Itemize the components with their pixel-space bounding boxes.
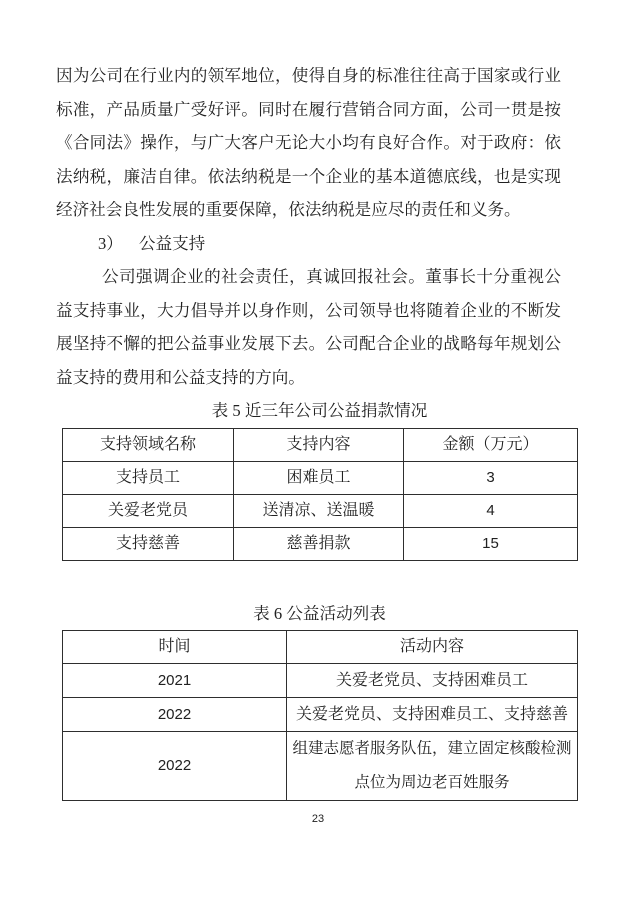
table-row xyxy=(63,732,578,801)
header-cell-activity: 活动内容 xyxy=(287,631,578,664)
activity-table-title: 表 6 公益活动列表 xyxy=(253,603,386,623)
cell-activity: 关爱老党员、支持困难员工 xyxy=(287,664,578,698)
cell-field: 关爱老党员 xyxy=(63,494,234,527)
table-row xyxy=(63,664,578,698)
cell-content: 送清凉、送温暖 xyxy=(234,494,404,527)
table-row xyxy=(63,698,578,732)
cell-year: 2021 xyxy=(63,664,287,698)
page-number: 23 xyxy=(311,813,325,825)
header-cell-time: 时间 xyxy=(63,631,287,664)
table-row xyxy=(63,527,578,560)
cell-field: 支持员工 xyxy=(63,461,234,494)
donation-table xyxy=(62,428,578,561)
cell-activity: 关爱老党员、支持困难员工、支持慈善 xyxy=(287,698,578,732)
paragraph-lead: 因为公司在行业内的领军地位，使得自身的标准往往高于国家或行业标准，产品质量广受好评。同时在履行营销合同方面，公司一贯是按《合同法》操作，与广大客户无论大小均有良好合作。对于政府：依法纳税，廉洁自律。依法纳税是一个企业的基本道德底线，也是实现经济社会良性发展的重要保障，依法纳税是应尽的责任和义务。 xyxy=(56,66,561,219)
cell-year: 2022 xyxy=(63,698,287,732)
activity-table-header-row xyxy=(63,631,578,664)
header-cell-amount: 金额（万元） xyxy=(404,428,578,461)
section-heading-label: 公益支持 xyxy=(138,233,206,253)
cell-amount: 3 xyxy=(404,461,578,494)
cell-activity: 组建志愿者服务队伍，建立固定核酸检测点位为周边老百姓服务 xyxy=(287,732,578,801)
paragraph-body: 公司强调企业的社会责任，真诚回报社会。董事长十分重视公益支持事业，大力倡导并以身作则，公司领导也将随着企业的不断发展坚持不懈的把公益事业发展下去。公司配合企业的战略每年规划公益支持的费用和公益支持的方向。 xyxy=(56,267,561,387)
activity-table-block xyxy=(62,597,577,802)
section-heading-number: 3） xyxy=(98,233,123,253)
header-cell-support-content: 支持内容 xyxy=(234,428,404,461)
cell-field: 支持慈善 xyxy=(63,527,234,560)
activity-table xyxy=(62,630,578,801)
header-cell-support-field: 支持领域名称 xyxy=(63,428,234,461)
cell-content: 困难员工 xyxy=(234,461,404,494)
donation-table-title: 表 5 近三年公司公益捐款情况 xyxy=(211,401,428,420)
cell-year: 2022 xyxy=(63,732,287,801)
page-content xyxy=(56,59,572,801)
donation-table-header-row xyxy=(63,428,578,461)
cell-amount: 15 xyxy=(404,527,578,560)
table-row xyxy=(63,494,578,527)
section-heading xyxy=(56,227,561,261)
donation-table-block xyxy=(62,394,577,561)
cell-content: 慈善捐款 xyxy=(234,527,404,560)
table-row xyxy=(63,461,578,494)
cell-amount: 4 xyxy=(404,494,578,527)
